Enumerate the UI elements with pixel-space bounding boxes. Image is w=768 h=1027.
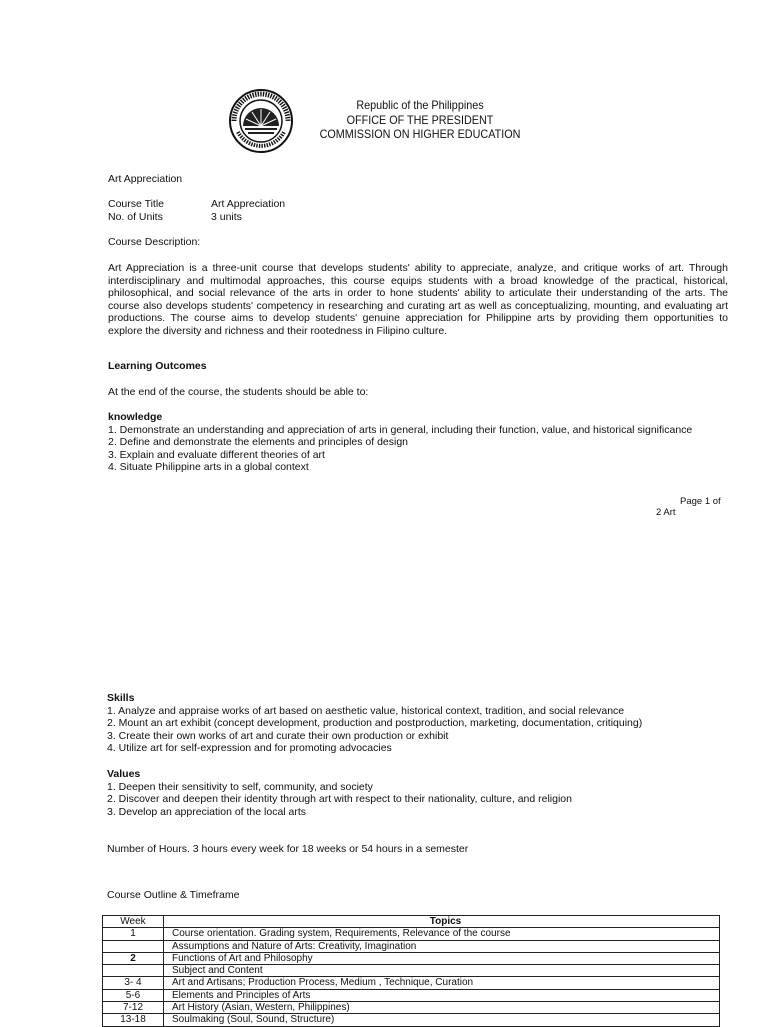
table-row bbox=[103, 977, 720, 989]
ched-seal-logo bbox=[228, 88, 294, 154]
topic-cell: Art History (Asian, Western, Philippines) bbox=[164, 1002, 720, 1014]
hours-statement: Number of Hours. 3 hours every week for 18 weeks or 54 hours in a semester bbox=[107, 843, 469, 855]
letterhead bbox=[300, 98, 540, 142]
knowledge-heading: knowledge bbox=[108, 411, 163, 423]
week-cell bbox=[103, 965, 164, 977]
table-header-row bbox=[103, 916, 720, 928]
knowledge-section bbox=[108, 411, 692, 474]
table-row bbox=[103, 989, 720, 1001]
topic-cell: Art and Artisans; Production Process, Medium , Technique, Curation bbox=[164, 977, 720, 989]
list-item: 3. Develop an appreciation of the local arts bbox=[107, 805, 307, 818]
course-title-value: Art Appreciation bbox=[211, 198, 286, 210]
topics-column-header: Topics bbox=[164, 916, 720, 928]
letterhead-republic: Republic of the Philippines bbox=[356, 98, 484, 112]
letterhead-commission: COMMISSION ON HIGHER EDUCATION bbox=[319, 127, 521, 141]
description-label: Course Description: bbox=[108, 236, 201, 248]
description-line: productions. The course aims to develop students' genuine appreciation for Philippine arts by providing them opportunities to bbox=[108, 312, 728, 324]
list-item: 3. Explain and evaluate different theories of art bbox=[108, 448, 325, 461]
topic-cell: Soulmaking (Soul, Sound, Structure) bbox=[164, 1014, 720, 1026]
page-footer bbox=[656, 496, 721, 520]
week-cell: 13-18 bbox=[103, 1014, 164, 1026]
week-column-header: Week bbox=[103, 916, 164, 928]
week-cell: 2 bbox=[103, 952, 164, 964]
units-value: 3 units bbox=[211, 210, 242, 223]
table-row bbox=[103, 940, 720, 952]
list-item: 4. Situate Philippine arts in a global context bbox=[108, 461, 309, 473]
description-line: explore the diversity and richness and their rootedness in Filipino culture. bbox=[108, 324, 448, 337]
description-line: interdisciplinary and multimodal approaches, this course equips students with a broad knowledge of the practical, historical, bbox=[108, 274, 728, 287]
skills-heading: Skills bbox=[107, 692, 135, 704]
table-row bbox=[103, 928, 720, 940]
list-item: 4. Utilize art for self-expression and for promoting advocacies bbox=[107, 742, 392, 754]
values-section bbox=[107, 768, 572, 818]
learning-outcomes-heading: Learning Outcomes bbox=[108, 360, 207, 372]
list-item: 1. Deepen their sensitivity to self, community, and society bbox=[107, 780, 373, 793]
topic-cell: Elements and Principles of Arts bbox=[164, 989, 720, 1001]
week-cell: 7-12 bbox=[103, 1002, 164, 1014]
topic-cell: Assumptions and Nature of Arts: Creativity, Imagination bbox=[164, 940, 720, 952]
description-line: Art Appreciation is a three-unit course that develops students' ability to appreciate, analyze, and critique works of art. Through bbox=[108, 262, 728, 274]
outcomes-intro: At the end of the course, the students should be able to: bbox=[108, 386, 369, 398]
table-row bbox=[103, 1014, 720, 1026]
list-item: 2. Mount an art exhibit (concept development, production and postproduction, marketing, documentation, critiquing) bbox=[107, 717, 643, 729]
week-cell: 5-6 bbox=[103, 989, 164, 1001]
course-description bbox=[108, 262, 728, 337]
description-line: philosophical, and social relevance of the arts in order to hone students' ability to articulate their understanding of the arts. The bbox=[108, 287, 728, 299]
units-row bbox=[108, 211, 285, 224]
week-cell: 1 bbox=[103, 928, 164, 940]
course-info bbox=[108, 198, 285, 223]
topic-cell: Course orientation. Grading system, Requirements, Relevance of the course bbox=[164, 928, 720, 940]
course-outline-table bbox=[102, 915, 720, 1027]
values-list bbox=[107, 781, 572, 819]
document-title: Art Appreciation bbox=[108, 173, 183, 185]
table-row bbox=[103, 952, 720, 964]
list-item: 2. Discover and deepen their identity through art with respect to their nationality, culture, and religion bbox=[107, 793, 572, 805]
course-title-label: Course Title bbox=[108, 198, 165, 210]
table-row bbox=[103, 965, 720, 977]
list-item: 2. Define and demonstrate the elements and principles of design bbox=[108, 436, 409, 448]
description-line: course also develops students' competency in researching and curating art as well as conceptualizing, mounting, and evaluating art bbox=[108, 299, 728, 312]
skills-list bbox=[107, 705, 642, 755]
list-item: 1. Demonstrate an understanding and appreciation of arts in general, including their function, value, and historical significance bbox=[108, 423, 693, 436]
page-footer-title: 2 Art bbox=[656, 507, 676, 518]
list-item: 1. Analyze and appraise works of art based on aesthetic value, historical context, tradition, and social relevance bbox=[107, 704, 625, 717]
list-item: 3. Create their own works of art and curate their own production or exhibit bbox=[107, 729, 449, 742]
letterhead-office: OFFICE OF THE PRESIDENT bbox=[346, 112, 494, 127]
week-cell: 3- 4 bbox=[103, 977, 164, 989]
course-title-row bbox=[108, 198, 285, 211]
week-cell bbox=[103, 940, 164, 952]
outline-heading: Course Outline & Timeframe bbox=[107, 889, 240, 901]
page-number: Page 1 of bbox=[680, 496, 721, 507]
topic-cell: Functions of Art and Philosophy bbox=[164, 952, 720, 964]
units-label: No. of Units bbox=[108, 210, 163, 223]
values-heading: Values bbox=[107, 768, 141, 780]
skills-section bbox=[107, 692, 642, 755]
topic-cell: Subject and Content bbox=[164, 965, 720, 977]
knowledge-list bbox=[108, 424, 692, 474]
table-row bbox=[103, 1002, 720, 1014]
